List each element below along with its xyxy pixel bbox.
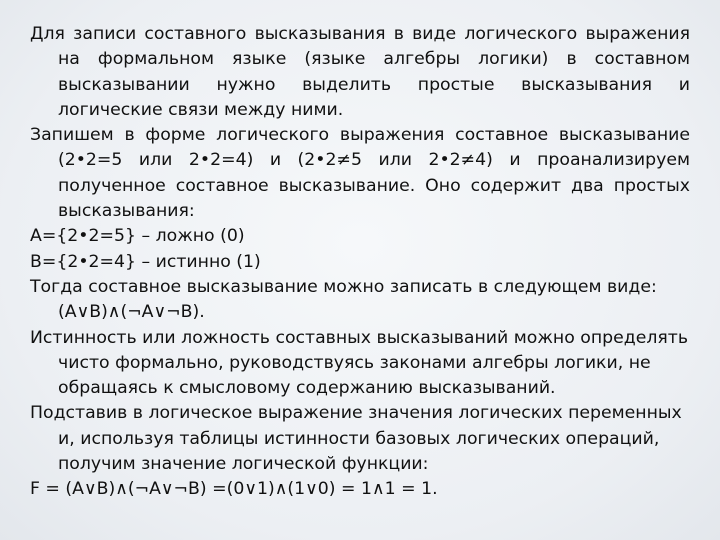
paragraph-formal-evaluation: Истинность или ложность составных высказываний можно определять чисто формально, руководствуясь законами алгебры логики, не обращаясь к смысловому содержанию высказываний. (30, 327, 689, 399)
paragraph-intro: Для записи составного высказывания в виде логического выражения на формальном языке (языке алгебры логики) в составном высказывании нужно выделить простые высказывания и логические связи между ними. (30, 24, 690, 120)
paragraph-compound-statement: Запишем в форме логического выражения составное высказывание (2•2=5 или 2•2=4) и (2•2≠5 или 2•2≠4) и проанализируем полученное составное высказывание. Оно содержит два простых высказывания: (30, 125, 690, 222)
paragraph-substitution: Подставив в логическое выражение значения логических переменных и, используя таблицы истинности базовых логических операций, получим значение логической функции: (30, 403, 682, 475)
paragraph-statement-a: А={2•2=5} – ложно (0) (30, 226, 245, 247)
paragraph-result-formula: F = (А∨В)∧(¬А∨¬В) =(0∨1)∧(1∨0) = 1∧1 = 1. (30, 479, 438, 500)
slide-text-body (30, 22, 690, 503)
paragraph-statement-b: В={2•2=4} – истинно (1) (30, 251, 261, 272)
paragraph-formula-form: Тогда составное высказывание можно записать в следующем виде: (А∨В)∧(¬А∨¬В). (30, 276, 657, 323)
